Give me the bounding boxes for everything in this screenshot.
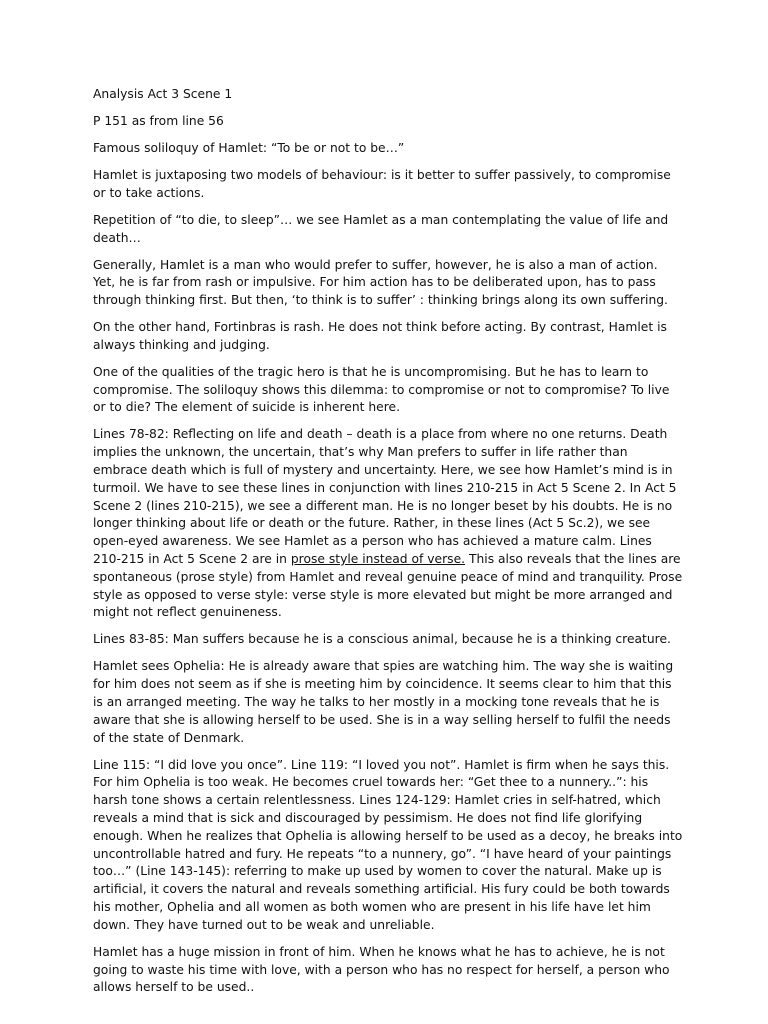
- document-body: [93, 86, 683, 1006]
- paragraph-ophelia: Hamlet sees Ophelia: He is already aware that spies are watching him. The way she is waiting for him does not seem as if she is meeting him by coincidence. It seems clear to him that this is an arranged meeting. The way he talks to her mostly in a mocking tone reveals that he is aware that she is allowing herself to be used. She is in a way selling herself to fulfil the needs of the state of Denmark.: [93, 659, 674, 745]
- paragraph-line-115: Line 115: “I did love you once”. Line 119: “I loved you not”. Hamlet is firm when he says this. For him Ophelia is too weak. He becomes cruel towards her: “Get thee to a nunnery..”: his harsh tone shows a certain relentlessness. Lines 124-129: Hamlet cries in self-hatred, which reveals a mind that is sick and discouraged by pessimism. He does not find life glorifying enough. When he realizes that Ophelia is allowing herself to be used as a decoy, he breaks into uncontrollable hatred and fury. He repeats “to a nunnery, go”. “I have heard of your paintings too…” (Line 143-145): referring to make up used by women to cover the natural. Make up is artificial, it covers the natural and reveals something artificial. His fury could be both towards his mother, Ophelia and all women as both women who are present in his life have let him down. They have turned out to be weak and unreliable.: [93, 757, 683, 932]
- paragraph-fortinbras: On the other hand, Fortinbras is rash. He does not think before acting. By contrast, Hamlet is always thinking and judging.: [93, 320, 667, 352]
- paragraph-hamlet-action: Generally, Hamlet is a man who would prefer to suffer, however, he is also a man of action. Yet, he is far from rash or impulsive. For him action has to be deliberated upon, has to pass through thinking first. But then, ‘to think is to suffer’ : thinking brings along its own suffering.: [93, 257, 668, 308]
- paragraph-lines-78-82-part1: Lines 78-82: Reflecting on life and death – death is a place from where no one returns. Death implies the unknown, the uncertain, that’s why Man prefers to suffer in life rather than embrace death which is full of mystery and uncertainty. Here, we see how Hamlet’s mind is in turmoil. We have to see these lines in conjunction with lines 210-215 in Act 5 Scene 2. In Act 5 Scene 2 (lines 210-215), we see a different man. He is no longer beset by his doubts. He is no longer thinking about life or death or the future. Rather, in these lines (Act 5 Sc.2), we see open-eyed awareness. We see Hamlet as a person who has achieved a mature calm. Lines 210-215 in Act 5 Scene 2 are in: [93, 427, 677, 567]
- underlined-prose-style: prose style instead of verse.: [290, 552, 466, 567]
- paragraph-tragic-hero: One of the qualities of the tragic hero is that he is uncompromising. But he has to learn to compromise. The soliloquy shows this dilemma: to compromise or not to compromise? To live or to die? The element of suicide is inherent here.: [93, 364, 670, 415]
- paragraph-mission: Hamlet has a huge mission in front of him. When he knows what he has to achieve, he is not going to waste his time with love, with a person who has no respect for herself, a person who allows herself to be used..: [93, 944, 670, 995]
- paragraph-soliloquy: Famous soliloquy of Hamlet: “To be or not to be…”: [93, 140, 405, 155]
- paragraph-lines-78-82-part2: This also reveals that the lines are spontaneous (prose style) from Hamlet and reveal genuine peace of mind and tranquility. Prose style as opposed to verse style: verse style is more elevated but might be more arranged and might not reflect genuineness.: [93, 552, 683, 620]
- paragraph-behaviour-models: Hamlet is juxtaposing two models of behaviour: is it better to suffer passively, to compromise or to take actions.: [93, 167, 671, 200]
- page-reference: P 151 as from line 56: [93, 113, 224, 128]
- document-title: Analysis Act 3 Scene 1: [93, 87, 233, 101]
- paragraph-repetition: Repetition of “to die, to sleep”… we see Hamlet as a man contemplating the value of life and death…: [93, 212, 669, 245]
- paragraph-lines-83-85: Lines 83-85: Man suffers because he is a conscious animal, because he is a thinking creature.: [93, 632, 671, 647]
- paragraph-lines-78-82: [93, 426, 683, 622]
